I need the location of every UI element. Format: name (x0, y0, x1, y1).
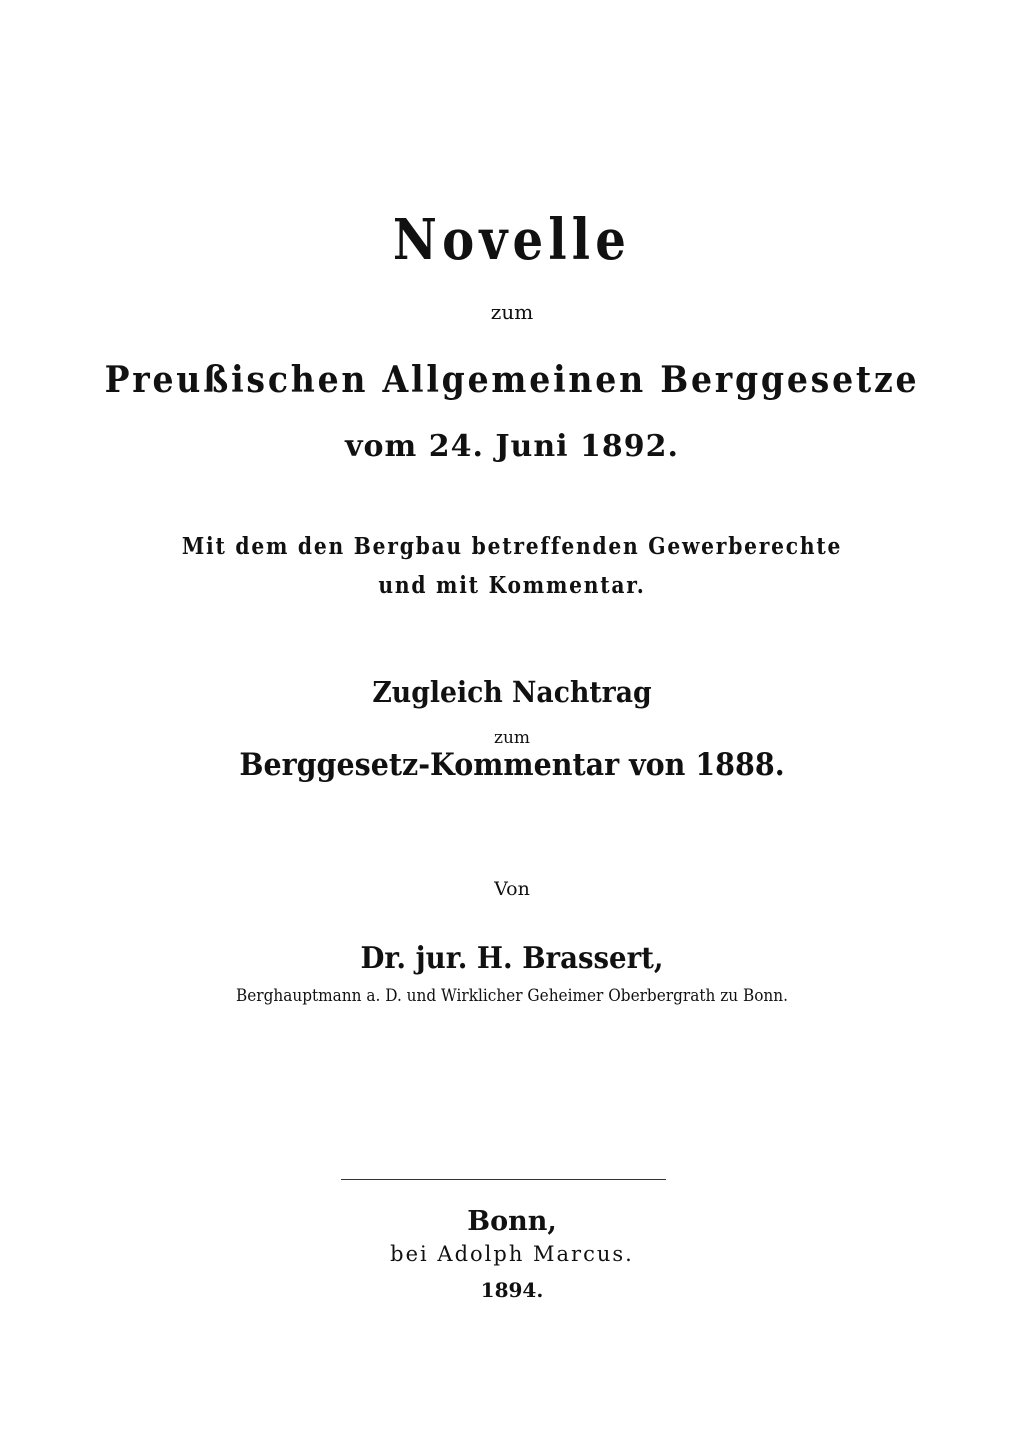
supplement-line-2: Berggesetz-Kommentar von 1888. (239, 747, 785, 783)
book-subtitle: Preußischen Allgemeinen Berggesetze (104, 359, 920, 401)
imprint-publisher: bei Adolph Marcus. (390, 1242, 634, 1266)
imprint-year: 1894. (480, 1278, 544, 1302)
description-line-2: und mit Kommentar. (378, 572, 646, 599)
supplement-connector: zum (493, 728, 531, 748)
author-name: Dr. jur. H. Brassert, (360, 941, 664, 976)
book-title: Novelle (392, 207, 632, 273)
horizontal-divider (341, 1179, 666, 1180)
supplement-line-1: Zugleich Nachtrag (372, 675, 652, 709)
law-date: vom 24. Juni 1892. (345, 429, 679, 464)
description-line-1: Mit dem den Bergbau betreffenden Gewerberechte (181, 533, 843, 560)
byline-prefix: Von (494, 878, 530, 900)
title-connector: zum (490, 300, 534, 324)
imprint-place: Bonn, (467, 1206, 557, 1237)
author-title: Berghauptmann a. D. und Wirklicher Geheimer Oberbergrath zu Bonn. (235, 986, 789, 1006)
